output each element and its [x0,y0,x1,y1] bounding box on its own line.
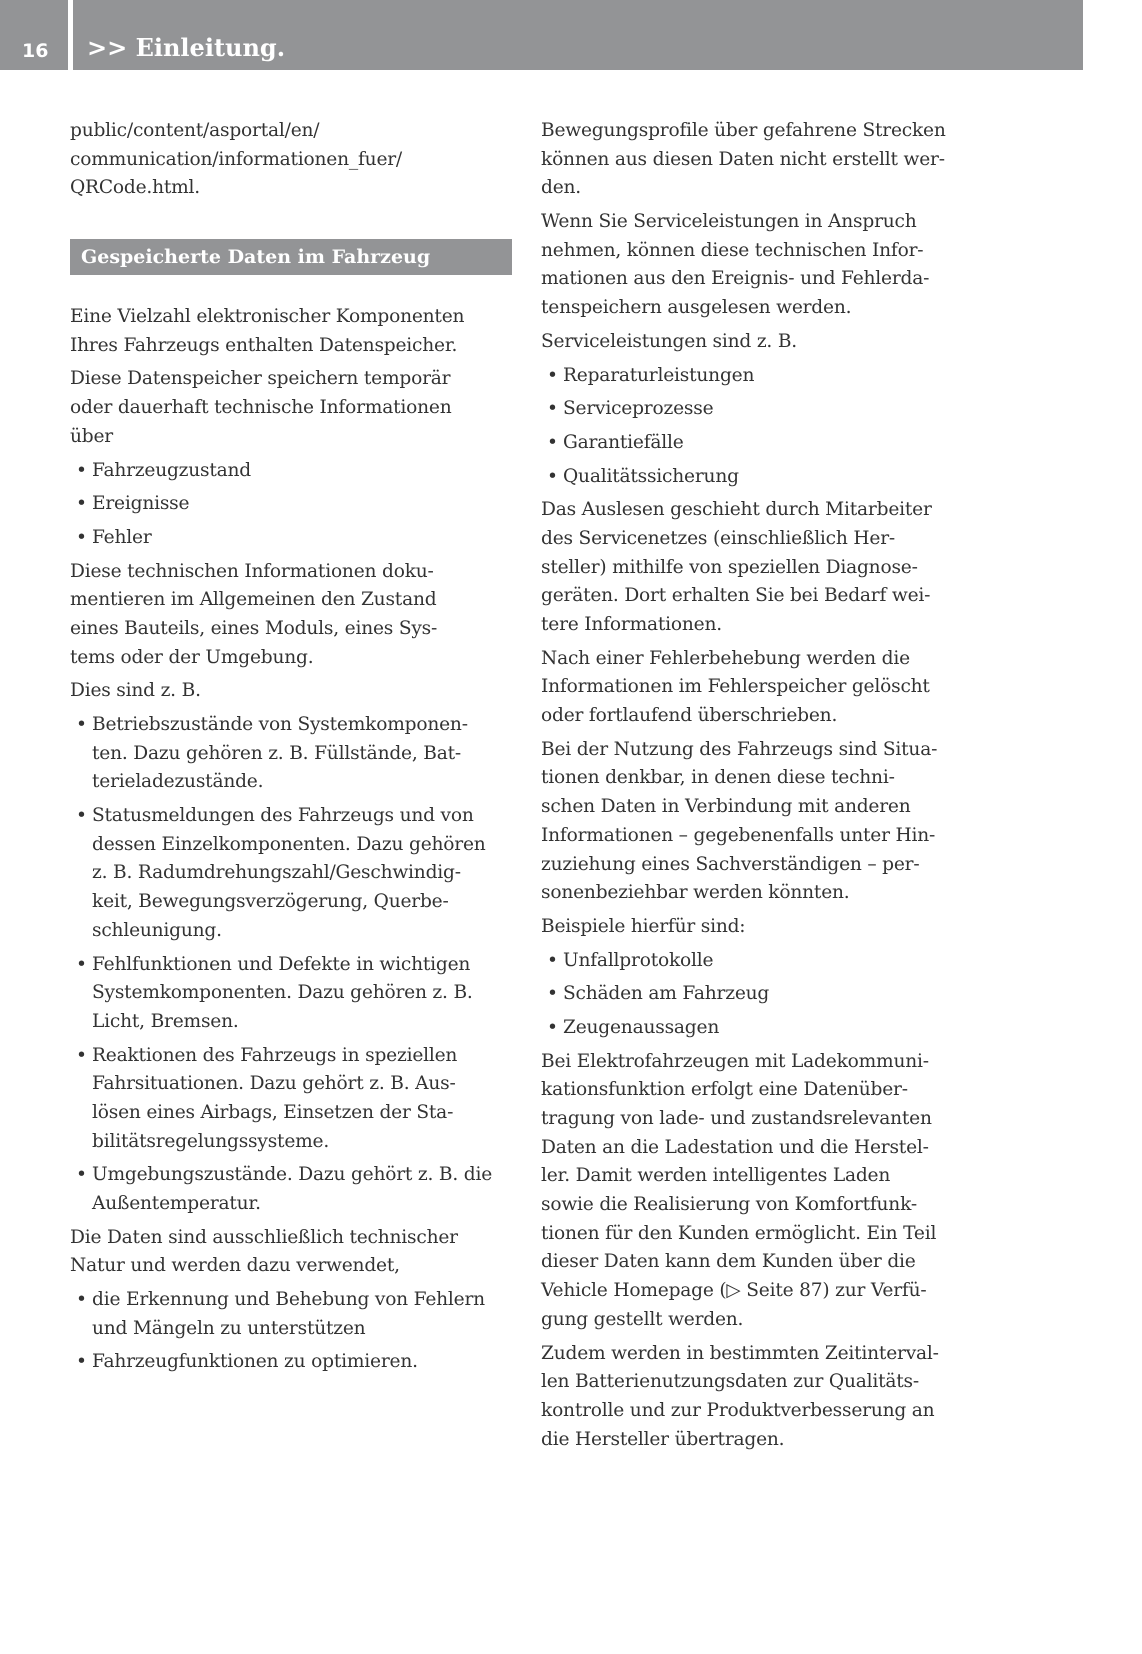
bullet-icon: • [547,949,558,971]
text-line: Zudem werden in bestimmten Zeitinterval- [541,1342,939,1364]
text-line: Informationen im Fehlerspeicher gelöscht [541,676,930,698]
text-line: Wenn Sie Serviceleistungen in Anspruch [541,211,917,233]
bullet-icon: • [76,1044,87,1066]
bullet-list [70,711,520,1219]
text-line: können aus diesen Daten nicht erstellt wer- [541,148,945,170]
text-line: Fahrzeugfunktionen zu optimieren. [92,1351,418,1373]
list-item [541,429,991,458]
paragraph [70,365,520,451]
paragraph [541,496,991,639]
bullet-list [541,947,991,1043]
bullet-list [70,457,520,553]
list-item [70,802,520,945]
text-line: terieladezustände. [92,771,264,793]
bullet-icon: • [76,526,87,548]
paragraph [541,1048,991,1335]
text-line: tionen denkbar, in denen diese techni- [541,767,895,789]
paragraph [70,677,520,706]
bullet-icon: • [547,431,558,453]
bullet-icon: • [76,1164,87,1186]
text-line: Schäden am Fahrzeug [563,983,770,1005]
paragraph [541,208,991,323]
paragraph [541,117,991,203]
text-line: Diese Datenspeicher speichern temporär [70,368,451,390]
text-line: steller) mithilfe von speziellen Diagnose- [541,556,918,578]
section-heading: Gespeicherte Daten im Fahrzeug [70,239,512,275]
text-line: tems oder der Umgebung. [70,646,314,668]
text-line: tenspeichern ausgelesen werden. [541,297,852,319]
text-line: Zeugenaussagen [563,1016,720,1038]
text-line: Betriebszustände von Systemkomponen- [92,714,468,735]
text-line: gung gestellt werden. [541,1308,744,1330]
paragraph [541,1340,991,1455]
text-line: Bei der Nutzung des Fahrzeugs sind Situa- [541,738,938,760]
text-line: eines Bauteils, eines Moduls, eines Sys- [70,617,438,639]
text-line: Natur und werden dazu verwendet, [70,1255,400,1277]
text-line: kationsfunktion erfolgt eine Datenüber- [541,1079,908,1101]
bullet-icon: • [547,1016,558,1038]
text-line: mentieren im Allgemeinen den Zustand [70,589,437,611]
text-line: Diese technischen Informationen doku- [70,560,434,582]
bullet-list [70,1286,520,1377]
text-line: QRCode.html. [70,177,201,199]
text-line: Ereignisse [92,493,190,515]
text-line: Außentemperatur. [92,1193,261,1214]
text-line: ler. Damit werden intelligentes Laden [541,1165,891,1187]
bullet-icon: • [76,805,87,827]
text-line: Bei Elektrofahrzeugen mit Ladekommuni- [541,1050,929,1072]
text-line: kontrolle und zur Produktverbesserung an [541,1399,935,1421]
paragraph [70,303,520,360]
text-line: Qualitätssicherung [563,465,739,487]
list-item [70,1042,520,1157]
list-item [70,951,520,1037]
text-line: Licht, Bremsen. [92,1010,239,1032]
list-item [70,1286,520,1343]
text-line: die Hersteller übertragen. [541,1428,785,1450]
text-line: oder dauerhaft technische Informationen [70,397,452,419]
text-line: Serviceleistungen sind z. B. [541,330,798,352]
list-item [541,362,991,391]
text-line: Reparaturleistungen [563,364,755,386]
text-line: Serviceprozesse [563,398,714,420]
bullet-icon: • [547,398,558,420]
text-line: Ihres Fahrzeugs enthalten Datenspeicher. [70,334,458,356]
text-line: nehmen, können diese technischen Infor- [541,239,924,261]
text-line: Eine Vielzahl elektronischer Komponenten [70,306,465,328]
text-line: bilitätsregelungssysteme. [92,1130,330,1152]
text-line: keit, Bewegungsverzögerung, Querbe- [92,891,449,913]
text-line: mationen aus den Ereignis- und Fehlerda- [541,268,930,290]
text-line: Statusmeldungen des Fahrzeugs und von [92,805,474,827]
text-line: schleunigung. [92,919,222,941]
page-number-tab [0,0,68,70]
list-item [70,711,520,797]
bullet-icon: • [76,493,87,515]
list-item [70,490,520,519]
text-line: Fahrsituationen. Dazu gehört z. B. Aus- [92,1073,456,1095]
bullet-icon: • [76,459,87,481]
text-line: ten. Dazu gehören z. B. Füllstände, Bat- [92,742,461,764]
text-line: oder fortlaufend überschrieben. [541,705,838,727]
text-line: Reaktionen des Fahrzeugs in speziellen [92,1044,458,1066]
text-line: lösen eines Airbags, Einsetzen der Sta- [92,1101,454,1123]
text-line: Das Auslesen geschieht durch Mitarbeiter [541,499,932,521]
text-line: Umgebungszustände. Dazu gehört z. B. die [92,1164,493,1186]
text-line: tere Informationen. [541,614,722,635]
text-line: Fehlfunktionen und Defekte in wichtigen [92,953,471,975]
text-line: sowie die Realisierung von Komfortfunk- [541,1194,917,1216]
text-line: public/content/asportal/en/ [70,120,320,141]
list-item [541,1014,991,1043]
list-item [70,457,520,486]
text-line: des Servicenetzes (einschließlich Her- [541,527,895,549]
paragraph [541,736,991,908]
text-line: Fehler [92,526,152,548]
text-line: Dies sind z. B. [70,680,201,702]
text-line: Garantiefälle [563,431,684,453]
paragraph [541,913,991,942]
bullet-icon: • [76,714,87,735]
text-line: zuziehung eines Sachverständigen – per- [541,853,920,875]
bullet-icon: • [76,953,87,975]
page-number: 16 [22,40,49,62]
text-line: schen Daten in Verbindung mit anderen [541,796,911,818]
text-line: über [70,425,113,447]
paragraph [70,1224,520,1281]
list-item [541,947,991,976]
text-line: die Erkennung und Behebung von Fehlern [92,1289,485,1311]
bullet-icon: • [547,364,558,386]
list-item [541,395,991,424]
paragraph [541,328,991,357]
chapter-header [73,0,1083,70]
bullet-icon: • [547,983,558,1005]
paragraph [70,558,520,673]
left-column [70,117,520,1382]
bullet-list [541,362,991,492]
text-line: Unfallprotokolle [563,949,714,971]
list-item [70,524,520,553]
list-item [541,463,991,492]
text-line: Informationen – gegebenenfalls unter Hin- [541,824,936,846]
text-line: und Mängeln zu unterstützen [92,1317,366,1339]
text-line: dieser Daten kann dem Kunden über die [541,1251,916,1273]
text-line: tionen für den Kunden ermöglicht. Ein Teil [541,1222,937,1244]
text-line: Vehicle Homepage (▷ Seite 87) zur Verfü- [541,1280,927,1302]
text-line: geräten. Dort erhalten Sie bei Bedarf wei- [541,585,931,607]
text-line: Beispiele hierfür sind: [541,915,746,937]
chapter-title: >> Einleitung. [87,33,286,62]
paragraph [541,645,991,731]
text-line: Nach einer Fehlerbehebung werden die [541,647,910,669]
text-line: tragung von lade- und zustandsrelevanten [541,1108,932,1129]
text-line: Fahrzeugzustand [92,459,252,481]
list-item [541,980,991,1009]
bullet-icon: • [547,465,558,487]
list-item [70,1161,520,1218]
text-line: Systemkomponenten. Dazu gehören z. B. [92,982,473,1004]
paragraph [70,117,520,203]
text-line: den. [541,177,581,199]
text-line: Daten an die Ladestation und die Herstel- [541,1136,929,1158]
text-line: z. B. Radumdrehungszahl/Geschwindig- [92,862,461,884]
text-line: dessen Einzelkomponenten. Dazu gehören [92,833,486,855]
bullet-icon: • [76,1351,87,1373]
right-column [541,117,991,1459]
text-line: len Batterienutzungsdaten zur Qualitäts- [541,1371,919,1393]
text-line: Die Daten sind ausschließlich technischer [70,1226,458,1248]
text-line: sonenbeziehbar werden könnten. [541,882,850,904]
bullet-icon: • [76,1289,87,1311]
text-line: communication/informationen_fuer/ [70,148,403,170]
list-item [70,1348,520,1377]
text-line: Bewegungsprofile über gefahrene Strecken [541,120,946,141]
